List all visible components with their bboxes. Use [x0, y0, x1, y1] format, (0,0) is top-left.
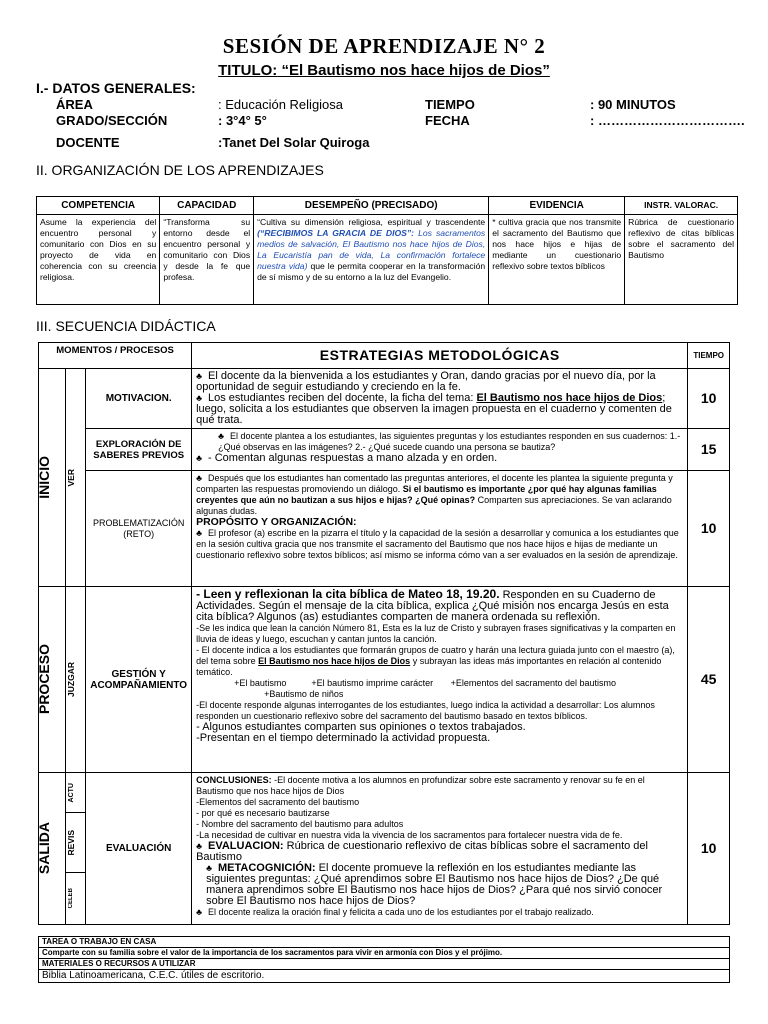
- proceso-gestion: GESTIÓN Y ACOMPAÑAMIENTO: [86, 587, 192, 773]
- proceso-evaluacion: EVALUACIÓN: [86, 773, 192, 925]
- cierre-line: ♣ El docente realiza la oración final y felicita a cada uno de los estudiantes por el trabajo realizado.: [196, 907, 683, 918]
- conclusion-item-2: - por qué es necesario bautizarse: [196, 808, 330, 818]
- grado-value: : 3°4° 5°: [218, 113, 267, 128]
- evidencia-cell: * cultiva gracia que nos transmite el sacramento del Bautismo que nos hace hijos e hijas de mediante un cuestionario reflexivo sobre textos bíblicos: [489, 215, 625, 305]
- tiempo-gestion: 45: [688, 587, 730, 773]
- organizacion-heading: II. ORGANIZACIÓN DE LOS APRENDIZAJES: [36, 162, 324, 178]
- datos-heading: I.- DATOS GENERALES:: [36, 80, 196, 96]
- tarea-text: Comparte con su familia sobre el valor de la importancia de los sacramentos para vivir en armonía con Dios y el prójimo.: [39, 948, 730, 959]
- problematizacion-cell: [192, 471, 688, 587]
- header-momentos: MOMENTOS / PROCESOS: [39, 343, 192, 369]
- conclusiones-line: CONCLUSIONES: -El docente motiva a los alumnos en profundizar sobre este sacramento y renovar su fe en el Bautismo que nos hace hijos de Dios: [196, 775, 645, 796]
- exploracion-cell: [192, 429, 688, 471]
- gestion-line-5: - Algunos estudiantes comparten sus opiniones o textos trabajados.: [196, 721, 526, 733]
- phase-inicio: INICIO: [39, 369, 66, 587]
- desempeno-cell: “Cultiva su dimensión religiosa, espiritual y trascendente (“RECIBIMOS LA GRACIA DE DIOS”: Los sacramentos medios de salvación, El Bautismo nos hace hijos de Dios, La Eucaristía pan de vida, La confirmación fortalece nuestra vida) que le permita cooperar en la transformación de sí mismo y de su entorno a la luz del Evangelio.: [254, 215, 489, 305]
- tiempo-label: TIEMPO: [425, 97, 475, 112]
- gestion-list-1: +El bautismo +El bautismo imprime carácter +Elementos del sacramento del bautismo: [234, 678, 617, 688]
- proposito-title: PROPÓSITO Y ORGANIZACIÓN:: [196, 516, 357, 528]
- session-title: SESIÓN DE APRENDIZAJE N° 2: [222, 34, 546, 58]
- motivacion-line-1: ♣ El docente da la bienvenida a los estudiantes y Oran, dando gracias por el nuevo día, por la oportunidad de seguir estudiando y creciendo en la fe.: [196, 371, 683, 393]
- proceso-problematizacion: PROBLEMATIZACIÓN (RETO): [86, 471, 192, 587]
- conclusion-item-1: -Elementos del sacramento del bautismo: [196, 797, 360, 807]
- exploracion-line-2: ♣ - Comentan algunas respuestas a mano alzada y en orden.: [196, 453, 683, 464]
- area-value: : Educación Religiosa: [218, 97, 344, 112]
- metacognicion-line: ♣ METACOGNICIÓN: El docente promueve la reflexión en los estudiantes mediante las siguientes preguntas: ¿Qué aprendimos sobre El Bautismo nos hace hijos de Dios? ¿De qué manera aprendimos sobre El Bautismo nos hace hijos de Dios? ¿Para qué nos sirvió conocer sobre El Bautismo nos hace hijos de Dios?: [196, 863, 683, 907]
- subphase-celeb: CELEB: [65, 873, 85, 925]
- proceso-motivacion: MOTIVACION.: [86, 369, 192, 429]
- tiempo-problematizacion: 10: [688, 471, 730, 587]
- materiales-text: Biblia Latinoamericana, C.E.C. útiles de escritorio.: [39, 970, 730, 983]
- conclusion-item-4: -La necesidad de cultivar en nuestra vida la vivencia de los sacramentos para fortalecer nuestra vida de fe.: [196, 830, 623, 840]
- evaluacion-cell: [192, 773, 688, 925]
- gestion-line-1: - Leen y reflexionan la cita bíblica de Mateo 18, 19.20. Responden en su Cuaderno de Actividades. Según el mensaje de la cita bíblica, explica ¿Qué misión nos encarga Jesús en esta cita bíblica? Algunos (as) estudiantes comparten de manera ordenada su reflexión.: [196, 587, 669, 623]
- header-tiempo: TIEMPO: [688, 343, 730, 369]
- gestion-line-2: -Se les indica que lean la canción Número 81, Esta es la luz de Cristo y subrayen frases significativas y la comparten en lluvia de ideas y luego, escuchan y cantan juntos la canción.: [196, 623, 676, 644]
- area-label: ÁREA: [56, 97, 93, 112]
- tiempo-exploracion: 15: [688, 429, 730, 471]
- grado-label: GRADO/SECCIÓN: [56, 113, 168, 128]
- session-subtitle: [0, 62, 768, 79]
- gestion-line-6: -Presentan en el tiempo determinado la actividad propuesta.: [196, 732, 491, 744]
- subphase-ver: VER: [65, 369, 85, 587]
- subphase-revis: REVIS: [65, 813, 85, 873]
- problematizacion-line-1: ♣ Después que los estudiantes han comentado las preguntas anteriores, el docente les plantea la siguiente pregunta y comparten las respuestas promoviendo un diálogo. Si el bautismo es importante ¿por qué hay algunas familias creyentes que aún no bautizan a sus hijos e hijas? ¿Qué opinas? Comparten sus apreciaciones. Se van aclarando algunas dudas.: [196, 473, 683, 517]
- fecha-label: FECHA: [425, 113, 470, 128]
- gestion-line-4: -El docente responde algunas interrogantes de los estudiantes, luego indica la actividad a desarrollar: Los alumnos responden un cuestionario reflexivo sobre del sacramento del bautismo basado en textos bíblicos.: [196, 700, 655, 721]
- subtitle-text: “El Bautismo nos hace hijos de Dios”: [277, 62, 550, 79]
- gestion-list-2: +Bautismo de niños: [264, 689, 344, 699]
- materiales-label: MATERIALES O RECURSOS A UTILIZAR: [39, 959, 730, 970]
- tiempo-motivacion: 10: [688, 369, 730, 429]
- subphase-actu: ACTU: [65, 773, 85, 813]
- header-competencia: COMPETENCIA: [37, 197, 160, 215]
- motivacion-line-2: ♣ Los estudiantes reciben del docente, la ficha del tema: El Bautismo nos hace hijos de Dios; luego, solicita a los estudiantes que observen la imagen propuesta en el cuaderno y comenten de qué trata.: [196, 393, 683, 426]
- tarea-materiales-table: [38, 936, 730, 983]
- organizacion-table: [36, 196, 738, 305]
- secuencia-heading: III. SECUENCIA DIDÁCTICA: [36, 318, 216, 334]
- secuencia-table: [38, 342, 730, 925]
- subphase-juzgar: JUZGAR: [65, 587, 85, 773]
- phase-salida: SALIDA: [39, 773, 66, 925]
- subtitle-label: TITULO:: [218, 62, 278, 79]
- docente-label: DOCENTE: [56, 135, 120, 150]
- motivacion-cell: [192, 369, 688, 429]
- problematizacion-line-2: ♣ El profesor (a) escribe en la pizarra el título y la capacidad de la sesión a desarrollar y comunica a los estudiantes que en la sesión cultiva gracia que nos transmite el sacramento del Bautismo que nos hace hijos e hijas de mediante un cuestionario reflexivo sobre textos bíblicos; así mismo se informa cómo van a ser evaluados en la sesión de aprendizaje.: [196, 528, 683, 561]
- gestion-line-3: - El docente indica a los estudiantes que formarán grupos de cuatro y harán una lectura guiada junto con el maestro (a), del tema sobre El Bautismo nos hace hijos de Dios y subrayan las ideas más importantes en relación al contenido temático.: [196, 645, 675, 677]
- header-capacidad: CAPACIDAD: [160, 197, 254, 215]
- conclusion-item-3: - Nombre del sacramento del bautismo para adultos: [196, 819, 404, 829]
- phase-proceso: PROCESO: [39, 587, 66, 773]
- header-estrategias: ESTRATEGIAS METODOLÓGICAS: [192, 343, 688, 369]
- header-evidencia: EVIDENCIA: [489, 197, 625, 215]
- competencia-cell: Asume la experiencia del encuentro personal y comunitario con Dios en su proyecto de vida en coherencia con su creencia religiosa.: [37, 215, 160, 305]
- proceso-exploracion: EXPLORACIÓN DE SABERES PREVIOS: [86, 429, 192, 471]
- tiempo-evaluacion: 10: [688, 773, 730, 925]
- exploracion-line-1: ♣ El docente plantea a los estudiantes, las siguientes preguntas y los estudiantes responden en sus cuadernos: 1.- ¿Qué observas en las imágenes? 2.- ¿Qué sucede cuando una persona se bautiza?: [196, 431, 683, 453]
- tarea-label: TAREA O TRABAJO EN CASA: [39, 937, 730, 948]
- gestion-cell: [192, 587, 688, 773]
- instrumento-cell: Rúbrica de cuestionario reflexivo de citas bíblicas sobre el sacramento del Bautismo: [625, 215, 738, 305]
- docente-value: :Tanet Del Solar Quiroga: [218, 135, 370, 150]
- tiempo-value: : 90 MINUTOS: [590, 97, 676, 112]
- header-instrumento: INSTR. VALORAC.: [625, 197, 738, 215]
- evaluacion-line: ♣ EVALUACION: Rúbrica de cuestionario reflexivo de citas bíblicas sobre el sacramento del Bautismo: [196, 841, 683, 863]
- header-desempeno: DESEMPEÑO (PRECISADO): [254, 197, 489, 215]
- fecha-value: : …………………………….: [590, 113, 745, 128]
- capacidad-cell: “Transforma su entorno desde el encuentro personal y comunitario con Dios y desde la fe que profesa.: [160, 215, 254, 305]
